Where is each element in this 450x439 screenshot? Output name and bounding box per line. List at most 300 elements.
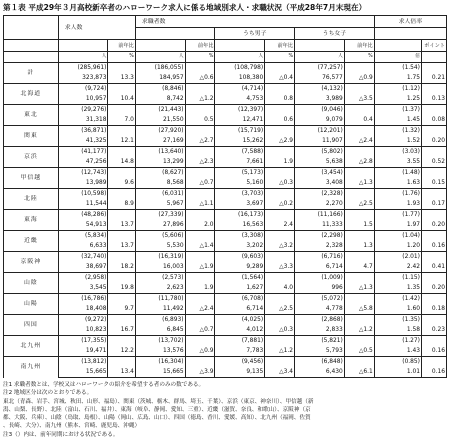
unit-cell: [421, 52, 446, 63]
table-row-current: [4, 241, 447, 252]
current-value-cell: 18,408: [58, 304, 108, 315]
table-row-prev: [4, 147, 447, 158]
table-row-prev: [4, 126, 447, 137]
prev-value-cell: (5,821): [295, 336, 345, 347]
current-value-cell: △0.5: [344, 346, 374, 357]
current-value-cell: 1.58: [374, 325, 421, 336]
unit-cell: 人: [135, 52, 185, 63]
prev-value-cell: (27,920): [135, 126, 185, 137]
prev-value-cell: (2,868): [295, 315, 345, 326]
current-value-cell: 996: [295, 283, 345, 294]
current-value-cell: 15,665: [58, 367, 108, 378]
current-value-cell: 3,408: [295, 178, 345, 189]
header-blank: [374, 40, 421, 52]
current-value-cell: 7.0: [108, 115, 135, 126]
prev-blank-cell: [344, 105, 374, 116]
current-value-cell: 31,318: [58, 115, 108, 126]
prev-value-cell: (1,564): [215, 273, 265, 284]
prev-blank-cell: [108, 105, 135, 116]
current-value-cell: 0.15: [421, 178, 446, 189]
current-value-cell: 10,957: [58, 94, 108, 105]
prev-blank-cell: [265, 294, 295, 305]
current-value-cell: △3.5: [344, 94, 374, 105]
table-row-prev: [4, 189, 447, 200]
prev-blank-cell: [185, 336, 215, 347]
region-cell: 京阪神: [4, 252, 59, 273]
table-row-prev: [4, 210, 447, 221]
table-row-current: [4, 94, 447, 105]
prev-value-cell: (2,573): [135, 273, 185, 284]
prev-blank-cell: [421, 273, 446, 284]
prev-value-cell: (2,298): [295, 231, 345, 242]
current-value-cell: 2.42: [374, 262, 421, 273]
current-value-cell: 11,544: [58, 199, 108, 210]
current-value-cell: 76,577: [295, 73, 345, 84]
current-value-cell: △5.8: [344, 304, 374, 315]
current-value-cell: 1.52: [374, 136, 421, 147]
note-line: 潟、山梨、長野）、北陸（富山、石川、福井）、東海（岐阜、静岡、愛知、三重）、近畿（滋賀、奈良、和歌山）、京阪神（京: [3, 406, 311, 413]
header-blank: [4, 40, 59, 52]
current-value-cell: 5,530: [135, 241, 185, 252]
current-value-cell: 27,896: [135, 220, 185, 231]
prev-blank-cell: [185, 126, 215, 137]
prev-value-cell: (3.03): [374, 147, 421, 158]
prev-blank-cell: [421, 336, 446, 347]
header-blank: [135, 40, 185, 52]
header-zenen: 前年比: [265, 40, 295, 52]
note-line: 東北（青森、岩手、宮城、秋田、山形、福島）、関東（茨城、栃木、群馬、埼玉、千葉）、京浜（東京、神奈川）、甲信越（新: [3, 398, 314, 405]
prev-value-cell: (9,603): [215, 252, 265, 263]
prev-value-cell: (27,339): [135, 210, 185, 221]
prev-value-cell: (21,443): [135, 105, 185, 116]
header-pt: ポイント: [421, 40, 446, 52]
current-value-cell: 15,665: [135, 367, 185, 378]
unit-cell: %: [344, 52, 374, 63]
prev-value-cell: (1.32): [374, 126, 421, 137]
current-value-cell: △0.3: [265, 325, 295, 336]
current-value-cell: △0.4: [265, 73, 295, 84]
prev-blank-cell: [185, 273, 215, 284]
prev-blank-cell: [344, 231, 374, 242]
current-value-cell: 5,638: [295, 157, 345, 168]
current-value-cell: △6.1: [344, 367, 374, 378]
prev-value-cell: (10,598): [58, 189, 108, 200]
prev-value-cell: (2,328): [295, 189, 345, 200]
prev-value-cell: (5,606): [135, 231, 185, 242]
current-value-cell: △3.2: [265, 241, 295, 252]
prev-value-cell: (9,046): [295, 105, 345, 116]
note-line: 注1 求職者数とは、学校又はハローワークの紹介を希望する者のみの数である。: [3, 382, 205, 388]
prev-blank-cell: [108, 231, 135, 242]
current-value-cell: 1.43: [374, 346, 421, 357]
current-value-cell: △2.7: [185, 136, 215, 147]
prev-value-cell: (16,319): [135, 252, 185, 263]
current-value-cell: 1.9: [185, 283, 215, 294]
current-value-cell: 38,697: [58, 262, 108, 273]
table-row-current: [4, 220, 447, 231]
prev-value-cell: (36,871): [58, 126, 108, 137]
prev-value-cell: (1.04): [374, 231, 421, 242]
current-value-cell: 2,623: [135, 283, 185, 294]
current-value-cell: 54,913: [58, 220, 108, 231]
prev-blank-cell: [185, 231, 215, 242]
prev-blank-cell: [421, 231, 446, 242]
prev-value-cell: (11,780): [135, 294, 185, 305]
unit-cell: 人: [295, 52, 345, 63]
current-value-cell: △1.9: [185, 262, 215, 273]
prev-blank-cell: [265, 315, 295, 326]
region-cell: 南九州: [4, 357, 59, 378]
prev-value-cell: (5,802): [295, 147, 345, 158]
region-cell: 山陰: [4, 273, 59, 294]
prev-blank-cell: [344, 210, 374, 221]
current-value-cell: 5,160: [215, 178, 265, 189]
prev-blank-cell: [265, 210, 295, 221]
region-cell: 甲信越: [4, 168, 59, 189]
region-cell: 山陽: [4, 294, 59, 315]
prev-value-cell: (4,025): [215, 315, 265, 326]
regional-table: [3, 15, 447, 378]
region-cell: 東北: [4, 105, 59, 126]
prev-value-cell: (1.76): [374, 189, 421, 200]
prev-value-cell: (1.35): [374, 315, 421, 326]
current-value-cell: △1.3: [344, 283, 374, 294]
note-line: 注2 地域区分は次のとおりである。: [3, 390, 93, 397]
header-kyushoku-total: [135, 28, 215, 40]
prev-blank-cell: [421, 315, 446, 326]
current-value-cell: 2,833: [295, 325, 345, 336]
prev-blank-cell: [108, 315, 135, 326]
current-value-cell: 3,545: [58, 283, 108, 294]
current-value-cell: 1.75: [374, 73, 421, 84]
current-value-cell: 4.7: [344, 262, 374, 273]
current-value-cell: △0.7: [185, 325, 215, 336]
table-row-prev: [4, 336, 447, 347]
current-value-cell: 0.21: [421, 73, 446, 84]
table-row-current: [4, 157, 447, 168]
prev-blank-cell: [108, 210, 135, 221]
region-cell: 四国: [4, 315, 59, 336]
current-value-cell: 12,471: [215, 115, 265, 126]
prev-blank-cell: [421, 168, 446, 179]
table-row-current: [4, 73, 447, 84]
header-zenen: 前年比: [344, 40, 374, 52]
current-value-cell: 1.20: [374, 241, 421, 252]
unit-cell: %: [265, 52, 295, 63]
prev-value-cell: (0.85): [374, 357, 421, 368]
current-value-cell: 323,873: [58, 73, 108, 84]
current-value-cell: △1.2: [265, 346, 295, 357]
current-value-cell: 1.3: [344, 241, 374, 252]
table-row-prev: [4, 273, 447, 284]
prev-value-cell: (5,173): [215, 168, 265, 179]
prev-value-cell: (4,714): [215, 84, 265, 95]
prev-value-cell: (17,355): [58, 336, 108, 347]
prev-blank-cell: [108, 357, 135, 368]
prev-blank-cell: [421, 210, 446, 221]
current-value-cell: 2.0: [185, 220, 215, 231]
current-value-cell: 12.2: [108, 346, 135, 357]
prev-blank-cell: [185, 315, 215, 326]
prev-value-cell: (5,072): [295, 294, 345, 305]
prev-blank-cell: [185, 210, 215, 221]
prev-value-cell: (1.15): [374, 273, 421, 284]
prev-value-cell: (13,702): [135, 336, 185, 347]
prev-blank-cell: [421, 252, 446, 263]
prev-value-cell: (9,272): [58, 315, 108, 326]
prev-blank-cell: [344, 357, 374, 368]
prev-blank-cell: [265, 336, 295, 347]
current-value-cell: 12.1: [108, 136, 135, 147]
prev-blank-cell: [421, 84, 446, 95]
current-value-cell: 10.4: [108, 94, 135, 105]
current-value-cell: 27,169: [135, 136, 185, 147]
current-value-cell: 1.35: [374, 283, 421, 294]
header-blank: [215, 40, 265, 52]
header-male: うち男子: [215, 28, 295, 40]
prev-blank-cell: [421, 126, 446, 137]
current-value-cell: 0.13: [421, 94, 446, 105]
prev-blank-cell: [108, 294, 135, 305]
prev-blank-cell: [421, 147, 446, 158]
current-value-cell: 0.08: [421, 115, 446, 126]
current-value-cell: 6,714: [295, 262, 345, 273]
current-value-cell: 10,823: [58, 325, 108, 336]
prev-blank-cell: [108, 336, 135, 347]
current-value-cell: 0.16: [421, 367, 446, 378]
note-line: 都、大阪、兵庫）、山陰（鳥取、島根）、山陽（岡山、広島、山口）、四国（徳島、香川、愛媛、高知）、北九州（福岡、佐賀: [3, 415, 311, 422]
prev-blank-cell: [344, 126, 374, 137]
prev-value-cell: (7,588): [215, 147, 265, 158]
prev-value-cell: (1,009): [295, 273, 345, 284]
prev-blank-cell: [344, 147, 374, 158]
current-value-cell: 1.01: [374, 367, 421, 378]
prev-value-cell: (16,786): [58, 294, 108, 305]
current-value-cell: 0.52: [421, 157, 446, 168]
current-value-cell: △1.2: [344, 325, 374, 336]
prev-value-cell: (285,961): [58, 63, 108, 74]
table-row-current: [4, 283, 447, 294]
region-cell: 京浜: [4, 147, 59, 168]
header-bairitsu-blank: [374, 28, 446, 40]
prev-value-cell: (4,132): [295, 84, 345, 95]
current-value-cell: △0.9: [344, 73, 374, 84]
current-value-cell: 41,325: [58, 136, 108, 147]
prev-blank-cell: [185, 294, 215, 305]
table-row-prev: [4, 252, 447, 263]
prev-value-cell: (13,640): [135, 147, 185, 158]
table-row-prev: [4, 294, 447, 305]
current-value-cell: 19,471: [58, 346, 108, 357]
region-cell: 北海道: [4, 84, 59, 105]
table-row-current: [4, 199, 447, 210]
current-value-cell: 0.20: [421, 136, 446, 147]
prev-blank-cell: [265, 357, 295, 368]
current-value-cell: 6,633: [58, 241, 108, 252]
header-female: うち女子: [295, 28, 375, 40]
prev-blank-cell: [265, 273, 295, 284]
current-value-cell: 13.4: [108, 367, 135, 378]
prev-blank-cell: [265, 168, 295, 179]
current-value-cell: 3.55: [374, 157, 421, 168]
prev-blank-cell: [265, 105, 295, 116]
current-value-cell: △3.4: [265, 367, 295, 378]
table-row-prev: [4, 84, 447, 95]
current-value-cell: 13.7: [108, 241, 135, 252]
table-row-current: [4, 346, 447, 357]
prev-blank-cell: [265, 126, 295, 137]
prev-blank-cell: [344, 63, 374, 74]
unit-cell: 倍: [374, 52, 421, 63]
current-value-cell: △2.5: [344, 199, 374, 210]
prev-blank-cell: [421, 63, 446, 74]
prev-blank-cell: [265, 84, 295, 95]
current-value-cell: 16,563: [215, 220, 265, 231]
unit-row: [4, 52, 447, 63]
prev-value-cell: (11,166): [295, 210, 345, 221]
prev-value-cell: (3,703): [215, 189, 265, 200]
table-row-prev: [4, 231, 447, 242]
prev-value-cell: (186,055): [135, 63, 185, 74]
current-value-cell: 1.97: [374, 220, 421, 231]
current-value-cell: 6,714: [215, 304, 265, 315]
current-value-cell: 0.23: [421, 325, 446, 336]
prev-blank-cell: [421, 189, 446, 200]
prev-blank-cell: [265, 189, 295, 200]
current-value-cell: 1.45: [374, 115, 421, 126]
header-region: [4, 16, 59, 40]
prev-blank-cell: [108, 273, 135, 284]
prev-value-cell: (1.27): [374, 336, 421, 347]
current-value-cell: △0.6: [185, 73, 215, 84]
prev-blank-cell: [108, 168, 135, 179]
current-value-cell: 9.6: [108, 178, 135, 189]
current-value-cell: △2.9: [265, 136, 295, 147]
header-zenen: 前年比: [108, 40, 135, 52]
prev-blank-cell: [344, 315, 374, 326]
prev-value-cell: (6,031): [135, 189, 185, 200]
prev-value-cell: (9,456): [215, 357, 265, 368]
prev-value-cell: (6,708): [215, 294, 265, 305]
prev-value-cell: (7,881): [215, 336, 265, 347]
prev-blank-cell: [344, 252, 374, 263]
current-value-cell: △1.4: [185, 241, 215, 252]
prev-value-cell: (1.48): [374, 168, 421, 179]
current-value-cell: 11,907: [295, 136, 345, 147]
current-value-cell: 47,256: [58, 157, 108, 168]
prev-blank-cell: [185, 252, 215, 263]
table-row-prev: [4, 105, 447, 116]
current-value-cell: 19.8: [108, 283, 135, 294]
current-value-cell: 13,576: [135, 346, 185, 357]
current-value-cell: 0.17: [421, 199, 446, 210]
header-kyushoku: 求職者数: [135, 16, 374, 28]
unit-cell: 人: [215, 52, 265, 63]
current-value-cell: △0.7: [185, 178, 215, 189]
current-value-cell: 4.0: [265, 283, 295, 294]
current-value-cell: 21,550: [135, 115, 185, 126]
unit-cell: 人: [58, 52, 108, 63]
table-row-prev: [4, 168, 447, 179]
current-value-cell: 0.6: [265, 115, 295, 126]
prev-value-cell: (1.12): [374, 84, 421, 95]
current-value-cell: 4,753: [215, 94, 265, 105]
table-row-current: [4, 178, 447, 189]
prev-blank-cell: [421, 105, 446, 116]
current-value-cell: 1.9: [265, 157, 295, 168]
prev-blank-cell: [185, 168, 215, 179]
region-cell: 近畿: [4, 231, 59, 252]
current-value-cell: 13,989: [58, 178, 108, 189]
region-cell: 東海: [4, 210, 59, 231]
current-value-cell: 18.2: [108, 262, 135, 273]
current-value-cell: 3,202: [215, 241, 265, 252]
prev-blank-cell: [108, 126, 135, 137]
notes: [3, 381, 447, 439]
prev-blank-cell: [108, 147, 135, 158]
prev-blank-cell: [265, 252, 295, 263]
current-value-cell: 9,079: [295, 115, 345, 126]
prev-value-cell: (16,173): [215, 210, 265, 221]
prev-value-cell: (29,276): [58, 105, 108, 116]
prev-value-cell: (77,257): [295, 63, 345, 74]
current-value-cell: 0.8: [265, 94, 295, 105]
region-cell: 北陸: [4, 189, 59, 210]
current-value-cell: 9.7: [108, 304, 135, 315]
prev-value-cell: (1.77): [374, 210, 421, 221]
table-row-current: [4, 325, 447, 336]
current-value-cell: △3.3: [265, 262, 295, 273]
prev-blank-cell: [185, 357, 215, 368]
current-value-cell: 9,135: [215, 367, 265, 378]
header-blank: [295, 40, 345, 52]
prev-blank-cell: [265, 231, 295, 242]
current-value-cell: 13,299: [135, 157, 185, 168]
header-kyujin: 求人数: [58, 16, 135, 40]
current-value-cell: 16.7: [108, 325, 135, 336]
current-value-cell: 16,003: [135, 262, 185, 273]
current-value-cell: 0.5: [185, 115, 215, 126]
current-value-cell: △0.2: [265, 199, 295, 210]
prev-blank-cell: [344, 273, 374, 284]
prev-value-cell: (3,454): [295, 168, 345, 179]
prev-value-cell: (3,308): [215, 231, 265, 242]
current-value-cell: 6,845: [135, 325, 185, 336]
prev-value-cell: (9,724): [58, 84, 108, 95]
page-title: 第１表 平成29年３月高校新卒者のハローワーク求人に係る地域別求人・求職状況（平成28年7月末現在）: [3, 3, 367, 12]
current-value-cell: 4,778: [295, 304, 345, 315]
prev-value-cell: (6,848): [295, 357, 345, 368]
current-value-cell: △2.4: [185, 304, 215, 315]
prev-blank-cell: [344, 189, 374, 200]
table-body: [4, 52, 447, 378]
current-value-cell: 6,430: [295, 367, 345, 378]
current-value-cell: 0.16: [421, 241, 446, 252]
current-value-cell: △1.2: [185, 94, 215, 105]
prev-value-cell: (8,846): [135, 84, 185, 95]
prev-value-cell: (12,743): [58, 168, 108, 179]
current-value-cell: 1.93: [374, 199, 421, 210]
current-value-cell: 184,957: [135, 73, 185, 84]
current-value-cell: 1.5: [344, 220, 374, 231]
current-value-cell: 13.3: [108, 73, 135, 84]
prev-value-cell: (2,958): [58, 273, 108, 284]
prev-blank-cell: [344, 84, 374, 95]
current-value-cell: 15,262: [215, 136, 265, 147]
current-value-cell: 1.63: [374, 178, 421, 189]
current-value-cell: △0.9: [185, 346, 215, 357]
current-value-cell: 8,742: [135, 94, 185, 105]
